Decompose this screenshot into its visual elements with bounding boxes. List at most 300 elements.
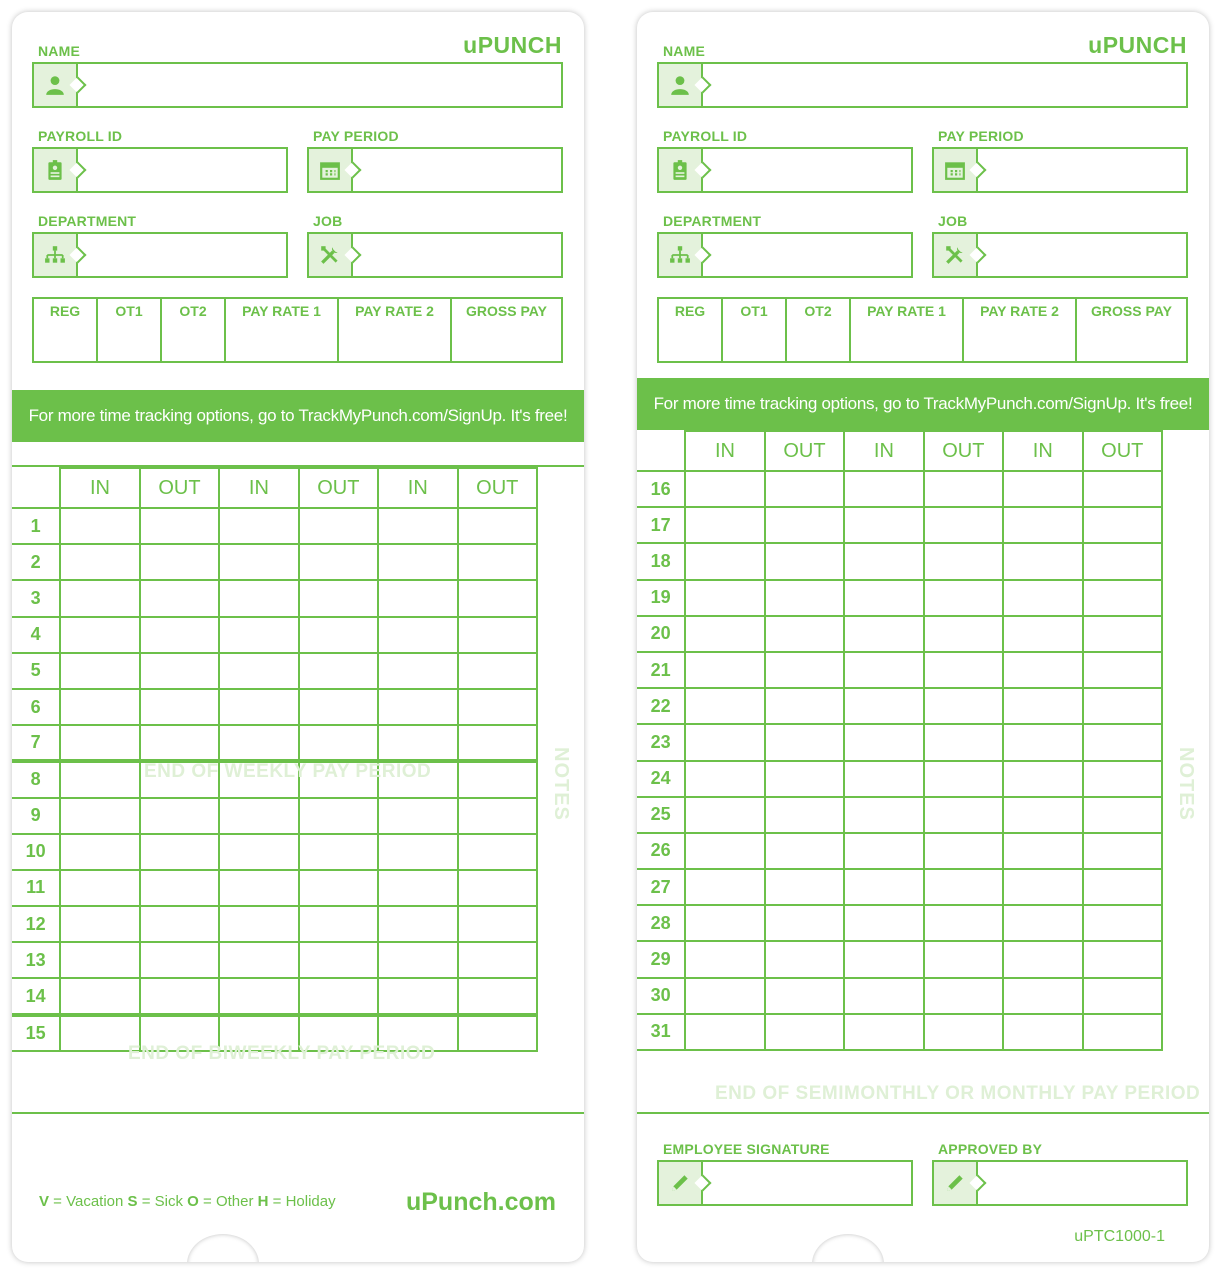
time-entry-cell[interactable] — [685, 941, 764, 977]
day-number: 26 — [637, 833, 685, 869]
time-column-header: OUT — [924, 431, 1003, 471]
time-entry-cell[interactable] — [1083, 616, 1162, 652]
day-number: 30 — [637, 978, 685, 1014]
time-entry-cell[interactable] — [924, 616, 1003, 652]
time-entry-cell[interactable] — [765, 797, 844, 833]
pay-col-rate1[interactable]: PAY RATE 1 — [851, 299, 964, 361]
time-entry-cell[interactable] — [1003, 580, 1082, 616]
time-entry-cell[interactable] — [378, 580, 457, 616]
day-number: 11 — [12, 870, 60, 906]
pay-col-reg[interactable]: REG — [34, 299, 98, 361]
time-entry-cell[interactable] — [219, 580, 298, 616]
time-entry-cell[interactable] — [140, 870, 219, 906]
time-entry-cell[interactable] — [299, 544, 378, 580]
time-entry-cell[interactable] — [378, 544, 457, 580]
id-badge-icon — [669, 159, 691, 181]
day-number: 2 — [12, 544, 60, 580]
time-entry-cell[interactable] — [685, 905, 764, 941]
time-entry-cell[interactable] — [844, 616, 923, 652]
time-entry-cell[interactable] — [60, 544, 139, 580]
time-entry-cell[interactable] — [458, 906, 537, 942]
time-grid-header — [12, 468, 537, 508]
time-entry-cell[interactable] — [924, 543, 1003, 579]
time-entry-cell[interactable] — [924, 869, 1003, 905]
day-number: 17 — [637, 507, 685, 543]
day-number: 20 — [637, 616, 685, 652]
time-entry-cell[interactable] — [299, 653, 378, 689]
time-entry-cell[interactable] — [1083, 724, 1162, 760]
time-entry-cell[interactable] — [685, 652, 764, 688]
time-entry-cell[interactable] — [1083, 580, 1162, 616]
day-number: 29 — [637, 941, 685, 977]
department-label: DEPARTMENT — [663, 213, 762, 229]
day-number: 14 — [12, 978, 60, 1014]
day-row — [12, 508, 537, 544]
time-entry-cell[interactable] — [844, 869, 923, 905]
time-entry-cell[interactable] — [378, 725, 457, 761]
tools-icon — [944, 244, 966, 266]
time-entry-cell[interactable] — [844, 724, 923, 760]
time-entry-cell[interactable] — [1083, 941, 1162, 977]
day-number: 28 — [637, 905, 685, 941]
pay-period-label: PAY PERIOD — [313, 128, 399, 144]
day-row — [12, 544, 537, 580]
time-entry-cell[interactable] — [1003, 905, 1082, 941]
time-entry-cell[interactable] — [765, 580, 844, 616]
time-entry-cell[interactable] — [924, 833, 1003, 869]
time-entry-cell[interactable] — [844, 905, 923, 941]
time-entry-cell[interactable] — [299, 689, 378, 725]
time-entry-cell[interactable] — [1003, 941, 1082, 977]
employee-signature-field[interactable] — [657, 1160, 913, 1206]
time-entry-cell[interactable] — [924, 724, 1003, 760]
time-entry-cell[interactable] — [458, 653, 537, 689]
time-entry-cell[interactable] — [458, 1015, 537, 1051]
time-entry-cell[interactable] — [765, 688, 844, 724]
job-field[interactable] — [307, 232, 563, 278]
day-row — [12, 689, 537, 725]
day-row — [637, 471, 1162, 507]
time-column-header: IN — [844, 431, 923, 471]
time-entry-cell[interactable] — [140, 834, 219, 870]
time-entry-cell[interactable] — [378, 798, 457, 834]
time-entry-cell[interactable] — [1083, 978, 1162, 1014]
time-entry-cell[interactable] — [685, 761, 764, 797]
time-entry-cell[interactable] — [140, 580, 219, 616]
website-link[interactable]: uPunch.com — [405, 1188, 556, 1216]
time-entry-cell[interactable] — [765, 869, 844, 905]
time-entry-cell[interactable] — [1083, 833, 1162, 869]
time-entry-cell[interactable] — [844, 941, 923, 977]
approved-by-field[interactable] — [932, 1160, 1188, 1206]
time-entry-cell[interactable] — [924, 652, 1003, 688]
time-entry-cell[interactable] — [378, 834, 457, 870]
pay-period-field[interactable] — [932, 147, 1188, 193]
time-entry-cell[interactable] — [765, 978, 844, 1014]
divider — [637, 1112, 1209, 1114]
department-field[interactable] — [32, 232, 288, 278]
time-entry-cell[interactable] — [378, 653, 457, 689]
time-entry-cell[interactable] — [685, 471, 764, 507]
day-number: 3 — [12, 580, 60, 616]
day-row — [637, 724, 1162, 760]
pay-col-ot1[interactable]: OT1 — [98, 299, 162, 361]
time-entry-cell[interactable] — [844, 580, 923, 616]
payroll-id-field[interactable] — [657, 147, 913, 193]
time-entry-cell[interactable] — [219, 653, 298, 689]
pay-col-ot2[interactable]: OT2 — [787, 299, 851, 361]
time-entry-cell[interactable] — [1003, 471, 1082, 507]
time-entry-cell[interactable] — [1083, 797, 1162, 833]
time-entry-cell[interactable] — [685, 833, 764, 869]
name-icon-box — [659, 64, 703, 106]
time-entry-cell[interactable] — [378, 978, 457, 1014]
time-entry-cell[interactable] — [60, 580, 139, 616]
time-entry-cell[interactable] — [1003, 869, 1082, 905]
pay-summary-table — [657, 297, 1188, 363]
time-entry-cell[interactable] — [299, 906, 378, 942]
time-entry-cell[interactable] — [378, 942, 457, 978]
time-entry-cell[interactable] — [60, 834, 139, 870]
time-entry-cell[interactable] — [299, 978, 378, 1014]
day-row — [637, 543, 1162, 579]
time-entry-cell[interactable] — [1003, 797, 1082, 833]
time-column-header: IN — [60, 468, 139, 508]
time-entry-cell[interactable] — [765, 833, 844, 869]
pencil-icon — [944, 1172, 966, 1194]
pay-col-ot2[interactable]: OT2 — [162, 299, 226, 361]
time-grid — [12, 467, 538, 1052]
day-number: 25 — [637, 797, 685, 833]
time-entry-cell[interactable] — [458, 508, 537, 544]
time-entry-cell[interactable] — [378, 508, 457, 544]
day-number: 1 — [12, 508, 60, 544]
time-entry-cell[interactable] — [1083, 507, 1162, 543]
time-entry-cell[interactable] — [219, 798, 298, 834]
time-entry-cell[interactable] — [765, 724, 844, 760]
header-blank-cell — [637, 431, 685, 471]
time-entry-cell[interactable] — [685, 869, 764, 905]
time-entry-cell[interactable] — [924, 797, 1003, 833]
time-grid-header — [637, 431, 1162, 471]
day-number: 8 — [12, 761, 60, 797]
time-entry-cell[interactable] — [844, 761, 923, 797]
day-row — [637, 507, 1162, 543]
job-field[interactable] — [932, 232, 1188, 278]
person-icon — [44, 74, 66, 96]
time-entry-cell[interactable] — [765, 941, 844, 977]
time-entry-cell[interactable] — [924, 471, 1003, 507]
day-number: 7 — [12, 725, 60, 761]
time-entry-cell[interactable] — [1083, 471, 1162, 507]
time-column-header: OUT — [1083, 431, 1162, 471]
notes-label: NOTES — [550, 747, 572, 821]
name-field[interactable] — [32, 62, 563, 108]
time-entry-cell[interactable] — [60, 870, 139, 906]
time-entry-cell[interactable] — [219, 725, 298, 761]
time-entry-cell[interactable] — [844, 978, 923, 1014]
time-entry-cell[interactable] — [685, 978, 764, 1014]
day-number: 16 — [637, 471, 685, 507]
time-column-header: IN — [685, 431, 764, 471]
day-row — [637, 869, 1162, 905]
time-entry-cell[interactable] — [60, 725, 139, 761]
time-entry-cell[interactable] — [458, 798, 537, 834]
time-entry-cell[interactable] — [844, 471, 923, 507]
time-entry-cell[interactable] — [60, 761, 139, 797]
time-entry-cell[interactable] — [1083, 761, 1162, 797]
time-entry-cell[interactable] — [844, 1014, 923, 1050]
time-entry-cell[interactable] — [924, 1014, 1003, 1050]
department-field[interactable] — [657, 232, 913, 278]
time-entry-cell[interactable] — [140, 725, 219, 761]
pay-period-icon-box — [309, 149, 353, 191]
day-row — [637, 1014, 1162, 1050]
legend-key: V — [39, 1193, 50, 1210]
time-entry-cell[interactable] — [1003, 616, 1082, 652]
time-column-header: OUT — [458, 468, 537, 508]
day-number: 5 — [12, 653, 60, 689]
pay-col-rate1[interactable]: PAY RATE 1 — [226, 299, 339, 361]
time-entry-cell[interactable] — [378, 617, 457, 653]
time-entry-cell[interactable] — [844, 507, 923, 543]
time-entry-cell[interactable] — [219, 544, 298, 580]
time-entry-cell[interactable] — [685, 688, 764, 724]
time-entry-cell[interactable] — [765, 905, 844, 941]
biweekly-period-watermark: END OF BIWEEKLY PAY PERIOD — [128, 1043, 436, 1064]
time-entry-cell[interactable] — [140, 942, 219, 978]
time-entry-cell[interactable] — [1083, 905, 1162, 941]
day-row — [637, 797, 1162, 833]
legend-key: O — [187, 1193, 199, 1210]
time-entry-cell[interactable] — [458, 689, 537, 725]
time-column-header: IN — [1003, 431, 1082, 471]
pay-col-rate2[interactable]: PAY RATE 2 — [339, 299, 452, 361]
legend-text: = Holiday — [268, 1193, 336, 1210]
time-entry-cell[interactable] — [140, 798, 219, 834]
time-entry-cell[interactable] — [140, 653, 219, 689]
time-column-header: IN — [378, 468, 457, 508]
time-entry-cell[interactable] — [924, 688, 1003, 724]
time-entry-cell[interactable] — [219, 508, 298, 544]
timecard-back — [637, 12, 1209, 1262]
time-entry-cell[interactable] — [1083, 1014, 1162, 1050]
time-entry-cell[interactable] — [765, 761, 844, 797]
card-notch — [187, 1234, 259, 1262]
time-entry-cell[interactable] — [685, 580, 764, 616]
time-entry-cell[interactable] — [219, 870, 298, 906]
time-entry-cell[interactable] — [685, 797, 764, 833]
org-chart-icon — [44, 244, 66, 266]
day-row — [637, 905, 1162, 941]
time-entry-cell[interactable] — [1083, 869, 1162, 905]
day-row — [12, 906, 537, 942]
time-entry-cell[interactable] — [844, 797, 923, 833]
time-entry-cell[interactable] — [60, 508, 139, 544]
time-entry-cell[interactable] — [1003, 1014, 1082, 1050]
time-entry-cell[interactable] — [1003, 833, 1082, 869]
day-row — [637, 616, 1162, 652]
time-entry-cell[interactable] — [219, 942, 298, 978]
time-entry-cell[interactable] — [60, 798, 139, 834]
department-icon-box — [659, 234, 703, 276]
time-entry-cell[interactable] — [844, 688, 923, 724]
time-entry-cell[interactable] — [1003, 507, 1082, 543]
time-entry-cell[interactable] — [458, 580, 537, 616]
timecard-front — [12, 12, 584, 1262]
time-entry-cell[interactable] — [299, 725, 378, 761]
time-entry-cell[interactable] — [458, 617, 537, 653]
time-entry-cell[interactable] — [765, 507, 844, 543]
time-entry-cell[interactable] — [685, 724, 764, 760]
time-entry-cell[interactable] — [1003, 652, 1082, 688]
time-entry-cell[interactable] — [1003, 724, 1082, 760]
time-entry-cell[interactable] — [765, 543, 844, 579]
name-label: NAME — [663, 43, 706, 59]
pay-col-gross[interactable]: GROSS PAY — [466, 303, 547, 319]
time-entry-cell[interactable] — [924, 905, 1003, 941]
payroll-id-label: PAYROLL ID — [663, 128, 748, 144]
time-entry-cell[interactable] — [1003, 761, 1082, 797]
day-row — [637, 833, 1162, 869]
day-number: 15 — [12, 1015, 60, 1051]
time-entry-cell[interactable] — [1003, 688, 1082, 724]
day-number: 6 — [12, 689, 60, 725]
product-code: uPTC1000-1 — [1074, 1228, 1165, 1245]
time-entry-cell[interactable] — [765, 1014, 844, 1050]
approved-icon-box — [934, 1162, 978, 1204]
time-entry-cell[interactable] — [378, 870, 457, 906]
time-entry-cell[interactable] — [1083, 543, 1162, 579]
time-entry-cell[interactable] — [60, 653, 139, 689]
calendar-icon — [944, 159, 966, 181]
time-entry-cell[interactable] — [844, 543, 923, 579]
department-label: DEPARTMENT — [38, 213, 137, 229]
pay-period-label: PAY PERIOD — [938, 128, 1024, 144]
time-entry-cell[interactable] — [458, 834, 537, 870]
pay-col-gross[interactable]: GROSS PAY — [1091, 303, 1172, 319]
time-column-header: IN — [219, 468, 298, 508]
time-entry-cell[interactable] — [299, 870, 378, 906]
pay-col-reg[interactable]: REG — [659, 299, 723, 361]
day-row — [637, 941, 1162, 977]
job-icon-box — [309, 234, 353, 276]
time-entry-cell[interactable] — [140, 617, 219, 653]
name-field[interactable] — [657, 62, 1188, 108]
approved-by-label: APPROVED BY — [938, 1141, 1043, 1157]
pay-summary-table — [32, 297, 563, 363]
time-entry-cell[interactable] — [765, 471, 844, 507]
time-entry-cell[interactable] — [140, 978, 219, 1014]
time-entry-cell[interactable] — [458, 942, 537, 978]
promo-banner: For more time tracking options, go to TrackMyPunch.com/SignUp. It's free! — [12, 390, 584, 442]
time-entry-cell[interactable] — [765, 616, 844, 652]
day-number: 18 — [637, 543, 685, 579]
time-entry-cell[interactable] — [924, 507, 1003, 543]
time-entry-cell[interactable] — [219, 834, 298, 870]
time-entry-cell[interactable] — [140, 544, 219, 580]
pay-col-ot1[interactable]: OT1 — [723, 299, 787, 361]
employee-signature-label: EMPLOYEE SIGNATURE — [663, 1141, 830, 1157]
payroll-icon-box — [659, 149, 703, 191]
time-entry-cell[interactable] — [140, 906, 219, 942]
day-number: 22 — [637, 688, 685, 724]
header-blank-cell — [12, 468, 60, 508]
legend-key: S — [127, 1193, 138, 1210]
day-row — [12, 978, 537, 1014]
time-entry-cell[interactable] — [299, 942, 378, 978]
day-row — [12, 653, 537, 689]
time-entry-cell[interactable] — [924, 580, 1003, 616]
time-entry-cell[interactable] — [1083, 652, 1162, 688]
pay-col-rate2[interactable]: PAY RATE 2 — [964, 299, 1077, 361]
legend-text: = Vacation — [49, 1193, 128, 1210]
time-entry-cell[interactable] — [844, 833, 923, 869]
day-number: 12 — [12, 906, 60, 942]
time-entry-cell[interactable] — [685, 1014, 764, 1050]
time-entry-cell[interactable] — [458, 978, 537, 1014]
day-number: 24 — [637, 761, 685, 797]
time-entry-cell[interactable] — [685, 616, 764, 652]
time-entry-cell[interactable] — [140, 689, 219, 725]
monthly-period-watermark: END OF SEMIMONTHLY OR MONTHLY PAY PERIOD — [715, 1083, 1201, 1104]
pay-period-field[interactable] — [307, 147, 563, 193]
time-entry-cell[interactable] — [299, 834, 378, 870]
time-entry-cell[interactable] — [299, 798, 378, 834]
time-entry-cell[interactable] — [140, 508, 219, 544]
time-entry-cell[interactable] — [60, 978, 139, 1014]
time-entry-cell[interactable] — [924, 941, 1003, 977]
day-number: 27 — [637, 869, 685, 905]
time-entry-cell[interactable] — [685, 507, 764, 543]
time-entry-cell[interactable] — [299, 617, 378, 653]
payroll-id-field[interactable] — [32, 147, 288, 193]
time-entry-cell[interactable] — [765, 652, 844, 688]
time-entry-cell[interactable] — [60, 617, 139, 653]
tools-icon — [319, 244, 341, 266]
time-entry-cell[interactable] — [458, 761, 537, 797]
time-entry-cell[interactable] — [844, 652, 923, 688]
time-entry-cell[interactable] — [924, 761, 1003, 797]
time-entry-cell[interactable] — [458, 725, 537, 761]
time-entry-cell[interactable] — [219, 978, 298, 1014]
day-number: 10 — [12, 834, 60, 870]
time-entry-cell[interactable] — [1003, 543, 1082, 579]
time-entry-cell[interactable] — [219, 689, 298, 725]
time-entry-cell[interactable] — [60, 906, 139, 942]
time-entry-cell[interactable] — [924, 978, 1003, 1014]
time-entry-cell[interactable] — [219, 906, 298, 942]
time-entry-cell[interactable] — [378, 906, 457, 942]
payroll-id-label: PAYROLL ID — [38, 128, 123, 144]
time-entry-cell[interactable] — [1083, 688, 1162, 724]
time-entry-cell[interactable] — [60, 689, 139, 725]
org-chart-icon — [669, 244, 691, 266]
time-entry-cell[interactable] — [685, 543, 764, 579]
id-badge-icon — [44, 159, 66, 181]
time-entry-cell[interactable] — [378, 689, 457, 725]
time-entry-cell[interactable] — [299, 580, 378, 616]
time-entry-cell[interactable] — [219, 617, 298, 653]
time-entry-cell[interactable] — [458, 870, 537, 906]
time-entry-cell[interactable] — [60, 942, 139, 978]
time-entry-cell[interactable] — [458, 544, 537, 580]
time-entry-cell[interactable] — [299, 508, 378, 544]
payroll-icon-box — [34, 149, 78, 191]
time-entry-cell[interactable] — [1003, 978, 1082, 1014]
day-number: 4 — [12, 617, 60, 653]
name-icon-box — [34, 64, 78, 106]
